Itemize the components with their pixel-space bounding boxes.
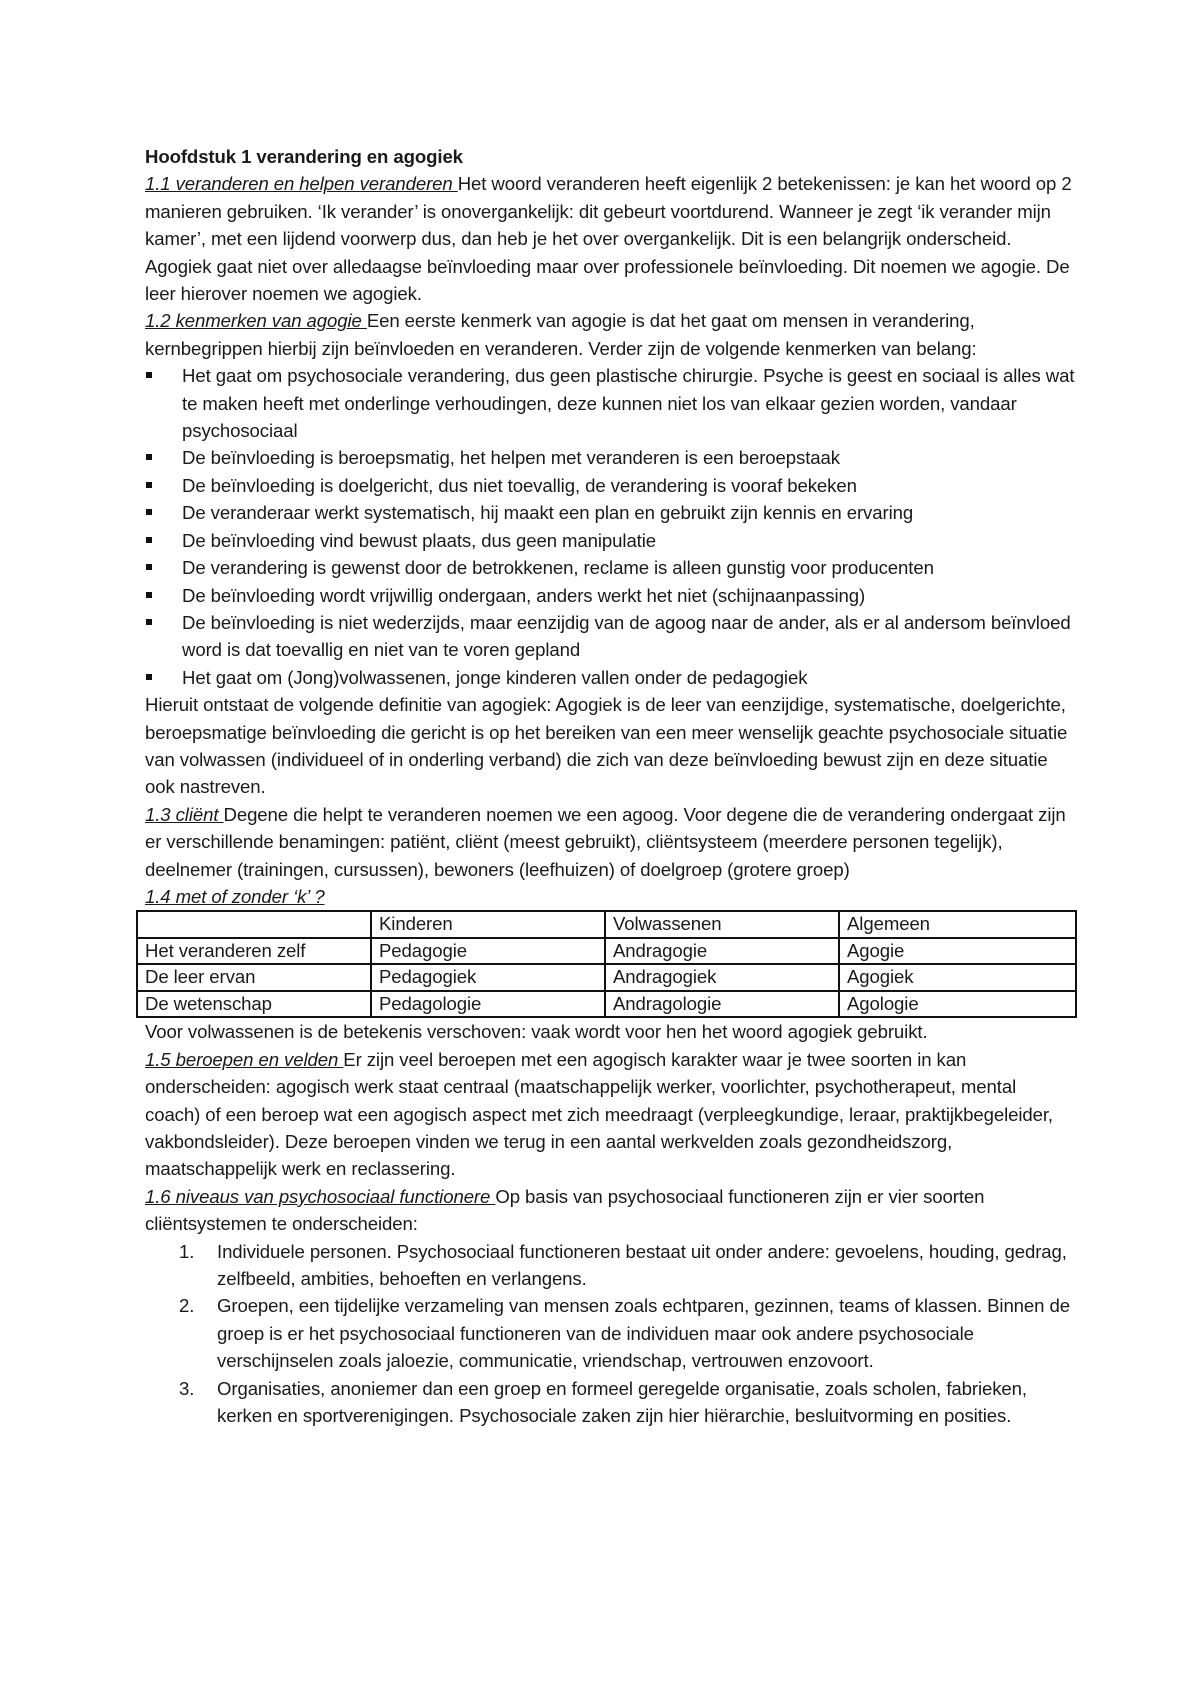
list-item: De beïnvloeding wordt vrijwillig ondergaan, anders werkt het niet (schijnaanpassing): [145, 582, 1075, 609]
list-item: Het gaat om (Jong)volwassenen, jonge kinderen vallen onder de pedagogiek: [145, 664, 1075, 691]
table-cell: Pedagogie: [371, 938, 605, 965]
table-note: Voor volwassenen is de betekenis verschoven: vaak wordt voor hen het woord agogiek gebruikt.: [145, 1021, 928, 1043]
table-cell: Agogie: [839, 938, 1076, 965]
section-1-1-text: Het woord veranderen heeft eigenlijk 2 betekenissen: je kan het woord op 2 manieren gebruiken. ‘Ik verander’ is onovergankelijk: dit gebeurt voortdurend. Wanneer je zegt ‘ik verander mijn kamer’, met een lijdend voorwerp dus, dan heb je het over overgankelijk. Dit is een belangrijk onderscheid. Agogiek gaat niet over alledaagse beïnvloeding maar over professionele beïnvloeding. Dit noemen we agogie. De leer hierover noemen we agogiek.: [145, 173, 1072, 305]
table-cell: De wetenschap: [137, 991, 371, 1018]
section-1-6-heading: 1.6 niveaus van psychosociaal functionere: [145, 1185, 496, 1207]
chapter-title: Hoofdstuk 1 verandering en agogiek: [145, 146, 463, 167]
table-cell: Andragogiek: [605, 964, 839, 991]
section-1-2-text: Een eerste kenmerk van agogie is dat het gaat om mensen in verandering, kernbegrippen hierbij zijn beïnvloeden en veranderen. Verder zijn de volgende kenmerken van belang:: [145, 310, 977, 359]
list-item: De beïnvloeding is niet wederzijds, maar eenzijdig van de agoog naar de ander, als er al andersom beïnvloed word is dat toevallig en niet van te voren gepland: [145, 609, 1075, 664]
section-1-5-text: Er zijn veel beroepen met een agogisch karakter waar je twee soorten in kan onderscheiden: agogisch werk staat centraal (maatschappelijk werker, voorlichter, psychotherapeut, mental coach) of een beroep wat een agogisch aspect met zich meedraagt (verpleegkundige, leraar, praktijkbegeleider, vakbondsleider). Deze beroepen vinden we terug in een aantal werkvelden zoals gezondheidszorg, maatschappelijk werk en reclassering.: [145, 1048, 1053, 1180]
list-number: 1.: [179, 1240, 195, 1262]
list-item: [145, 1375, 1075, 1430]
table-cell: Agogiek: [839, 964, 1076, 991]
table-cell: Algemeen: [839, 911, 1076, 938]
section-1-6: [145, 1183, 1075, 1238]
list-item: [145, 1238, 1075, 1293]
section-1-5-heading: 1.5 beroepen en velden: [145, 1048, 344, 1070]
table-cell: [137, 911, 371, 938]
section-1-4: [145, 883, 1075, 910]
table-cell: Volwassenen: [605, 911, 839, 938]
list-item: De veranderaar werkt systematisch, hij maakt een plan en gebruikt zijn kennis en ervaring: [145, 499, 1075, 526]
table-cell: Kinderen: [371, 911, 605, 938]
kenmerken-list: [145, 362, 1075, 691]
list-number: 3.: [179, 1377, 195, 1399]
section-1-1-heading: 1.1 veranderen en helpen veranderen: [145, 173, 458, 195]
table-cell: Agologie: [839, 991, 1076, 1018]
list-item: [145, 1292, 1075, 1374]
clientsystems-list: [145, 1238, 1075, 1430]
section-1-5: [145, 1046, 1075, 1183]
list-item-text: Individuele personen. Psychosociaal functioneren bestaat uit onder andere: gevoelens, houding, gedrag, zelfbeeld, ambities, behoeften en verlangens.: [217, 1240, 1067, 1290]
table-cell: Pedagogiek: [371, 964, 605, 991]
list-item: De beïnvloeding is doelgericht, dus niet toevallig, de verandering is vooraf bekeken: [145, 472, 1075, 499]
section-1-2: [145, 307, 1075, 362]
list-item-text: Organisaties, anoniemer dan een groep en formeel geregelde organisatie, zoals scholen, fabrieken, kerken en sportverenigingen. Psychosociale zaken zijn hier hiërarchie, besluitvorming en posities.: [217, 1377, 1027, 1427]
document-page: [145, 143, 1075, 1429]
table-cell: Andragologie: [605, 991, 839, 1018]
definition-paragraph: Hieruit ontstaat de volgende definitie van agogiek: Agogiek is de leer van eenzijdige, systematische, doelgerichte, beroepsmatige beïnvloeding die gericht is op het bereiken van een meer wenselijk geachte psychosociale situatie van volwassen (individueel of in onderling verband) die zich van deze beïnvloeding bewust zijn en deze situatie ook nastreven.: [145, 694, 1068, 798]
section-1-3-heading: 1.3 cliënt: [145, 803, 224, 825]
table-cell: Het veranderen zelf: [137, 938, 371, 965]
list-number: 2.: [179, 1295, 195, 1317]
table-row: [137, 938, 1076, 965]
list-item: De beïnvloeding is beroepsmatig, het helpen met veranderen is een beroepstaak: [145, 444, 1075, 471]
table-cell: De leer ervan: [137, 964, 371, 991]
section-1-3: [145, 801, 1075, 883]
terminology-table: [136, 910, 1077, 1018]
table-cell: Pedagologie: [371, 991, 605, 1018]
list-item: De beïnvloeding vind bewust plaats, dus geen manipulatie: [145, 527, 1075, 554]
section-1-3-text: Degene die helpt te veranderen noemen we een agoog. Voor degene die de verandering ondergaat zijn er verschillende benamingen: patiënt, cliënt (meest gebruikt), cliëntsysteem (meerdere personen tegelijk), deelnemer (trainingen, cursussen), bewoners (leefhuizen) of doelgroep (grotere groep): [145, 803, 1066, 880]
list-item-text: Groepen, een tijdelijke verzameling van mensen zoals echtparen, gezinnen, teams of klassen. Binnen de groep is er het psychosociaal functioneren van de individuen maar ook andere psychosociale verschijnselen zoals jaloezie, communicatie, vriendschap, vertrouwen enzovoort.: [217, 1295, 1070, 1372]
table-row: [137, 991, 1076, 1018]
section-1-2-heading: 1.2 kenmerken van agogie: [145, 310, 367, 332]
table-cell: Andragogie: [605, 938, 839, 965]
section-1-1: [145, 170, 1075, 307]
section-1-6-text: Op basis van psychosociaal functioneren zijn er vier soorten cliëntsystemen te onderscheiden:: [145, 1185, 985, 1235]
list-item: Het gaat om psychosociale verandering, dus geen plastische chirurgie. Psyche is geest en sociaal is alles wat te maken heeft met onderlinge verhoudingen, deze kunnen niet los van elkaar gezien worden, vandaar psychosociaal: [145, 362, 1075, 444]
table-row: [137, 964, 1076, 991]
list-item: De verandering is gewenst door de betrokkenen, reclame is alleen gunstig voor producenten: [145, 554, 1075, 581]
section-1-4-heading: 1.4 met of zonder ‘k’ ?: [145, 885, 325, 907]
table-header-row: [137, 911, 1076, 938]
